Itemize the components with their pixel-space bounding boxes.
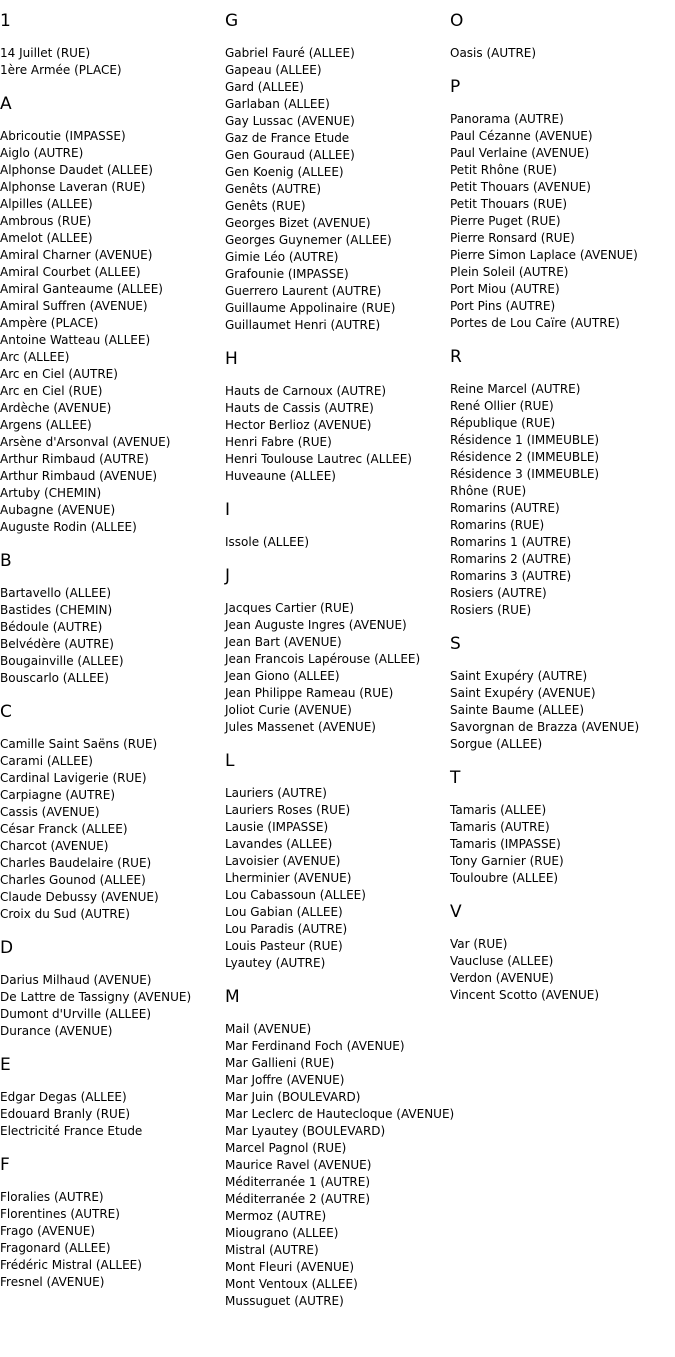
letter-heading: H [225, 349, 238, 369]
street-link[interactable]: Claude Debussy (AVENUE) [0, 890, 159, 904]
street-link[interactable]: Joliot Curie (AVENUE) [225, 703, 352, 717]
street-link[interactable]: Reine Marcel (AUTRE) [450, 382, 581, 396]
street-link[interactable]: Gard (ALLEE) [225, 80, 304, 94]
street-link[interactable]: Marcel Pagnol (RUE) [225, 1141, 347, 1155]
street-link[interactable]: Lavandes (ALLEE) [225, 837, 333, 851]
street-link[interactable]: Lausie (IMPASSE) [225, 820, 329, 834]
letter-heading: M [225, 987, 240, 1007]
street-link[interactable]: Frago (AVENUE) [0, 1224, 96, 1238]
street-link[interactable]: Mermoz (AUTRE) [225, 1209, 327, 1223]
street-link[interactable]: Hauts de Carnoux (AUTRE) [225, 384, 387, 398]
street-link[interactable]: Huveaune (ALLEE) [225, 469, 336, 483]
street-link[interactable]: Alpilles (ALLEE) [0, 197, 93, 211]
letter-heading: 1 [0, 11, 11, 31]
letter-heading: L [225, 751, 235, 771]
street-link[interactable]: Aubagne (AVENUE) [0, 503, 116, 517]
street-link[interactable]: Saint Exupéry (AVENUE) [450, 686, 596, 700]
street-link[interactable]: Arthur Rimbaud (AUTRE) [0, 452, 149, 466]
letter-heading: T [450, 768, 461, 788]
street-link[interactable]: Amiral Ganteaume (ALLEE) [0, 282, 163, 296]
street-link[interactable]: Mar Joffre (AVENUE) [225, 1073, 345, 1087]
letter-heading: D [0, 938, 14, 958]
street-list [0, 1089, 225, 1140]
street-link[interactable]: Guillaume Appolinaire (RUE) [225, 301, 396, 315]
street-link[interactable]: Touloubre (ALLEE) [450, 871, 559, 885]
street-link[interactable]: Gimie Léo (AUTRE) [225, 250, 339, 264]
street-link[interactable]: Abricoutie (IMPASSE) [0, 129, 126, 143]
letter-heading: S [450, 634, 461, 654]
street-link[interactable]: Henri Toulouse Lautrec (ALLEE) [225, 452, 412, 466]
street-list [225, 45, 450, 334]
street-link[interactable]: Floralies (AUTRE) [0, 1190, 104, 1204]
street-link[interactable]: Lherminier (AVENUE) [225, 871, 352, 885]
street-link[interactable]: Jean Bart (AVENUE) [225, 635, 342, 649]
letter-heading: F [0, 1155, 10, 1175]
street-link[interactable]: Mail (AVENUE) [225, 1022, 312, 1036]
letter-section [0, 938, 225, 1040]
street-link[interactable]: Arc en Ciel (RUE) [0, 384, 103, 398]
street-link[interactable]: Mar Gallieni (RUE) [225, 1056, 335, 1070]
street-link[interactable]: Rhône (RUE) [450, 484, 527, 498]
street-link[interactable]: Saint Exupéry (AUTRE) [450, 669, 588, 683]
street-link[interactable]: Louis Pasteur (RUE) [225, 939, 343, 953]
letter-section [0, 94, 225, 536]
street-link[interactable]: Carpiagne (AUTRE) [0, 788, 115, 802]
letter-heading: E [0, 1055, 11, 1075]
street-link[interactable]: Bédoule (AUTRE) [0, 620, 103, 634]
letter-heading: V [450, 902, 462, 922]
street-index-column-1 [0, 0, 225, 1306]
street-link[interactable]: Mont Ventoux (ALLEE) [225, 1277, 358, 1291]
street-link[interactable]: Paul Verlaine (AVENUE) [450, 146, 590, 160]
street-link[interactable]: République (RUE) [450, 416, 556, 430]
street-link[interactable]: Hauts de Cassis (AUTRE) [225, 401, 374, 415]
street-link[interactable]: Méditerranée 2 (AUTRE) [225, 1192, 371, 1206]
street-link[interactable]: 1ère Armée (PLACE) [0, 63, 122, 77]
street-link[interactable]: Jean Auguste Ingres (AVENUE) [225, 618, 407, 632]
street-link[interactable]: Port Miou (AUTRE) [450, 282, 560, 296]
street-link[interactable]: Fragonard (ALLEE) [0, 1241, 111, 1255]
street-link[interactable]: Mussuguet (AUTRE) [225, 1294, 344, 1308]
street-link[interactable]: Gapeau (ALLEE) [225, 63, 322, 77]
street-list [0, 736, 225, 923]
street-link[interactable]: Edouard Branly (RUE) [0, 1107, 131, 1121]
street-link[interactable]: Georges Guynemer (ALLEE) [225, 233, 392, 247]
street-link[interactable]: Bastides (CHEMIN) [0, 603, 113, 617]
street-link[interactable]: Maurice Ravel (AVENUE) [225, 1158, 372, 1172]
street-link[interactable]: Gay Lussac (AVENUE) [225, 114, 355, 128]
street-index-column-3 [450, 0, 675, 1019]
letter-heading: C [0, 702, 12, 722]
street-list [450, 668, 675, 753]
street-link[interactable]: Tony Garnier (RUE) [450, 854, 564, 868]
street-link[interactable]: Fresnel (AVENUE) [0, 1275, 105, 1289]
street-link[interactable]: Cassis (AVENUE) [0, 805, 100, 819]
street-link[interactable]: Lyautey (AUTRE) [225, 956, 326, 970]
street-link[interactable]: Carami (ALLEE) [0, 754, 93, 768]
street-link[interactable]: Gaz de France Etude [225, 131, 350, 145]
street-link[interactable]: Georges Bizet (AVENUE) [225, 216, 371, 230]
street-list [225, 383, 450, 485]
street-link[interactable]: Tamaris (IMPASSE) [450, 837, 561, 851]
street-list [225, 785, 450, 972]
street-link[interactable]: Sainte Baume (ALLEE) [450, 703, 584, 717]
street-link[interactable]: Lauriers (AUTRE) [225, 786, 327, 800]
street-list [0, 1189, 225, 1291]
street-link[interactable]: Jean Francois Lapérouse (ALLEE) [225, 652, 421, 666]
letter-section [0, 11, 225, 79]
street-link[interactable]: Bartavello (ALLEE) [0, 586, 111, 600]
street-link[interactable]: Vaucluse (ALLEE) [450, 954, 554, 968]
street-list [225, 534, 450, 551]
letter-section [0, 551, 225, 687]
street-link[interactable]: Amiral Courbet (ALLEE) [0, 265, 141, 279]
street-list [0, 972, 225, 1040]
street-link[interactable]: Pierre Puget (RUE) [450, 214, 561, 228]
street-link[interactable]: Tamaris (ALLEE) [450, 803, 547, 817]
street-link[interactable]: Arthur Rimbaud (AVENUE) [0, 469, 158, 483]
street-link[interactable]: Résidence 3 (IMMEUBLE) [450, 467, 600, 481]
street-link[interactable]: 14 Juillet (RUE) [0, 46, 91, 60]
street-link[interactable]: Guillaumet Henri (AUTRE) [225, 318, 381, 332]
street-link[interactable]: Hector Berlioz (AVENUE) [225, 418, 372, 432]
street-link[interactable]: Var (RUE) [450, 937, 508, 951]
street-link[interactable]: Miougrano (ALLEE) [225, 1226, 339, 1240]
street-link[interactable]: Romarins 2 (AUTRE) [450, 552, 572, 566]
street-link[interactable]: Pierre Simon Laplace (AVENUE) [450, 248, 638, 262]
street-link[interactable]: Amiral Suffren (AVENUE) [0, 299, 148, 313]
street-link[interactable]: Edgar Degas (ALLEE) [0, 1090, 127, 1104]
street-link[interactable]: Henri Fabre (RUE) [225, 435, 332, 449]
street-link[interactable]: Electricité France Etude [0, 1124, 143, 1138]
street-link[interactable]: Paul Cézanne (AVENUE) [450, 129, 593, 143]
street-link[interactable]: Plein Soleil (AUTRE) [450, 265, 569, 279]
street-list [225, 1021, 455, 1310]
street-link[interactable]: Artuby (CHEMIN) [0, 486, 102, 500]
street-link[interactable]: Mar Ferdinand Foch (AVENUE) [225, 1039, 405, 1053]
letter-section [450, 768, 675, 887]
letter-section [450, 347, 675, 619]
letter-heading: P [450, 77, 461, 97]
street-list [450, 802, 675, 887]
street-link[interactable]: Arsène d'Arsonval (AVENUE) [0, 435, 171, 449]
street-list [450, 936, 675, 1004]
street-link[interactable]: Arc en Ciel (AUTRE) [0, 367, 118, 381]
street-link[interactable]: Ampère (PLACE) [0, 316, 99, 330]
street-link[interactable]: Grafounie (IMPASSE) [225, 267, 349, 281]
street-link[interactable]: Jean Giono (ALLEE) [225, 669, 340, 683]
street-link[interactable]: Mar Leclerc de Hautecloque (AVENUE) [225, 1107, 455, 1121]
street-link[interactable]: Portes de Lou Caïre (AUTRE) [450, 316, 620, 330]
street-link[interactable]: Rosiers (RUE) [450, 603, 532, 617]
letter-section [225, 500, 450, 551]
letter-section [225, 751, 450, 972]
street-link[interactable]: Genêts (RUE) [225, 199, 306, 213]
street-list [450, 45, 675, 62]
letter-section [225, 987, 455, 1310]
letter-section [0, 1055, 225, 1140]
street-link[interactable]: Port Pins (AUTRE) [450, 299, 556, 313]
street-link[interactable]: Jacques Cartier (RUE) [225, 601, 355, 615]
street-link[interactable]: Gen Gouraud (ALLEE) [225, 148, 355, 162]
street-link[interactable]: Mar Lyautey (BOULEVARD) [225, 1124, 386, 1138]
street-link[interactable]: Mont Fleuri (AVENUE) [225, 1260, 355, 1274]
street-link[interactable]: Lou Gabian (ALLEE) [225, 905, 343, 919]
street-link[interactable]: Dumont d'Urville (ALLEE) [0, 1007, 152, 1021]
street-link[interactable]: Vincent Scotto (AVENUE) [450, 988, 600, 1002]
street-link[interactable]: Garlaban (ALLEE) [225, 97, 330, 111]
street-link[interactable]: Petit Thouars (AVENUE) [450, 180, 591, 194]
street-link[interactable]: Tamaris (AUTRE) [450, 820, 550, 834]
street-link[interactable]: Antoine Watteau (ALLEE) [0, 333, 151, 347]
letter-section [225, 349, 450, 485]
street-link[interactable]: Bouscarlo (ALLEE) [0, 671, 109, 685]
street-link[interactable]: Romarins 3 (AUTRE) [450, 569, 572, 583]
letter-heading: I [225, 500, 231, 520]
street-link[interactable]: Résidence 1 (IMMEUBLE) [450, 433, 600, 447]
street-link[interactable]: Darius Milhaud (AVENUE) [0, 973, 152, 987]
street-link[interactable]: Résidence 2 (IMMEUBLE) [450, 450, 600, 464]
street-link[interactable]: Sorgue (ALLEE) [450, 737, 543, 751]
street-link[interactable]: Ardèche (AVENUE) [0, 401, 112, 415]
letter-heading: O [450, 11, 464, 31]
street-link[interactable]: Oasis (AUTRE) [450, 46, 537, 60]
street-link[interactable]: Romarins (AUTRE) [450, 501, 560, 515]
street-link[interactable]: César Franck (ALLEE) [0, 822, 128, 836]
street-link[interactable]: Romarins 1 (AUTRE) [450, 535, 572, 549]
street-link[interactable]: Arc (ALLEE) [0, 350, 70, 364]
street-link[interactable]: Argens (ALLEE) [0, 418, 92, 432]
street-link[interactable]: Pierre Ronsard (RUE) [450, 231, 575, 245]
street-list [450, 381, 675, 619]
street-link[interactable]: Charcot (AVENUE) [0, 839, 109, 853]
street-link[interactable]: Aiglo (AUTRE) [0, 146, 84, 160]
letter-heading: J [225, 566, 231, 586]
street-link[interactable]: Lou Paradis (AUTRE) [225, 922, 348, 936]
street-link[interactable]: Panorama (AUTRE) [450, 112, 564, 126]
street-link[interactable]: Amelot (ALLEE) [0, 231, 93, 245]
street-link[interactable]: Croix du Sud (AUTRE) [0, 907, 130, 921]
street-list [0, 45, 225, 79]
street-link[interactable]: Lou Cabassoun (ALLEE) [225, 888, 366, 902]
street-link[interactable]: Belvédère (AUTRE) [0, 637, 114, 651]
letter-heading: G [225, 11, 239, 31]
street-link[interactable]: De Lattre de Tassigny (AVENUE) [0, 990, 192, 1004]
street-list [450, 111, 675, 332]
letter-heading: R [450, 347, 462, 367]
street-link[interactable]: Alphonse Laveran (RUE) [0, 180, 146, 194]
street-link[interactable]: Auguste Rodin (ALLEE) [0, 520, 137, 534]
street-link[interactable]: Camille Saint Saëns (RUE) [0, 737, 158, 751]
street-link[interactable]: Gen Koenig (ALLEE) [225, 165, 344, 179]
street-link[interactable]: Lavoisier (AVENUE) [225, 854, 341, 868]
street-link[interactable]: Savorgnan de Brazza (AVENUE) [450, 720, 640, 734]
street-link[interactable]: Frédéric Mistral (ALLEE) [0, 1258, 142, 1272]
street-list [225, 600, 450, 736]
street-link[interactable]: Lauriers Roses (RUE) [225, 803, 351, 817]
letter-section [225, 566, 450, 736]
street-link[interactable]: Romarins (RUE) [450, 518, 545, 532]
street-link[interactable]: Florentines (AUTRE) [0, 1207, 120, 1221]
letter-section [450, 11, 675, 62]
street-link[interactable]: Bougainville (ALLEE) [0, 654, 124, 668]
letter-heading: B [0, 551, 12, 571]
street-link[interactable]: Alphonse Daudet (ALLEE) [0, 163, 153, 177]
letter-section [450, 902, 675, 1004]
street-link[interactable]: Charles Baudelaire (RUE) [0, 856, 152, 870]
street-link[interactable]: Durance (AVENUE) [0, 1024, 113, 1038]
letter-heading: A [0, 94, 12, 114]
street-link[interactable]: Cardinal Lavigerie (RUE) [0, 771, 147, 785]
letter-section [0, 1155, 225, 1291]
street-link[interactable]: Méditerranée 1 (AUTRE) [225, 1175, 371, 1189]
street-link[interactable]: Genêts (AUTRE) [225, 182, 322, 196]
street-link[interactable]: Mar Juin (BOULEVARD) [225, 1090, 361, 1104]
street-link[interactable]: René Ollier (RUE) [450, 399, 554, 413]
street-link[interactable]: Verdon (AVENUE) [450, 971, 554, 985]
street-list [0, 585, 225, 687]
street-link[interactable]: Petit Thouars (RUE) [450, 197, 568, 211]
street-link[interactable]: Issole (ALLEE) [225, 535, 310, 549]
letter-section [225, 11, 450, 334]
street-link[interactable]: Jules Massenet (AVENUE) [225, 720, 376, 734]
letter-section [450, 634, 675, 753]
street-link[interactable]: Gabriel Fauré (ALLEE) [225, 46, 355, 60]
street-link[interactable]: Jean Philippe Rameau (RUE) [225, 686, 394, 700]
street-link[interactable]: Rosiers (AUTRE) [450, 586, 547, 600]
street-link[interactable]: Guerrero Laurent (AUTRE) [225, 284, 382, 298]
street-list [0, 128, 225, 536]
street-link[interactable]: Mistral (AUTRE) [225, 1243, 319, 1257]
letter-section [450, 77, 675, 332]
letter-section [0, 702, 225, 923]
street-link[interactable]: Charles Gounod (ALLEE) [0, 873, 146, 887]
street-link[interactable]: Ambrous (RUE) [0, 214, 92, 228]
street-link[interactable]: Petit Rhône (RUE) [450, 163, 557, 177]
street-link[interactable]: Amiral Charner (AVENUE) [0, 248, 153, 262]
street-index-column-2 [225, 0, 455, 1325]
